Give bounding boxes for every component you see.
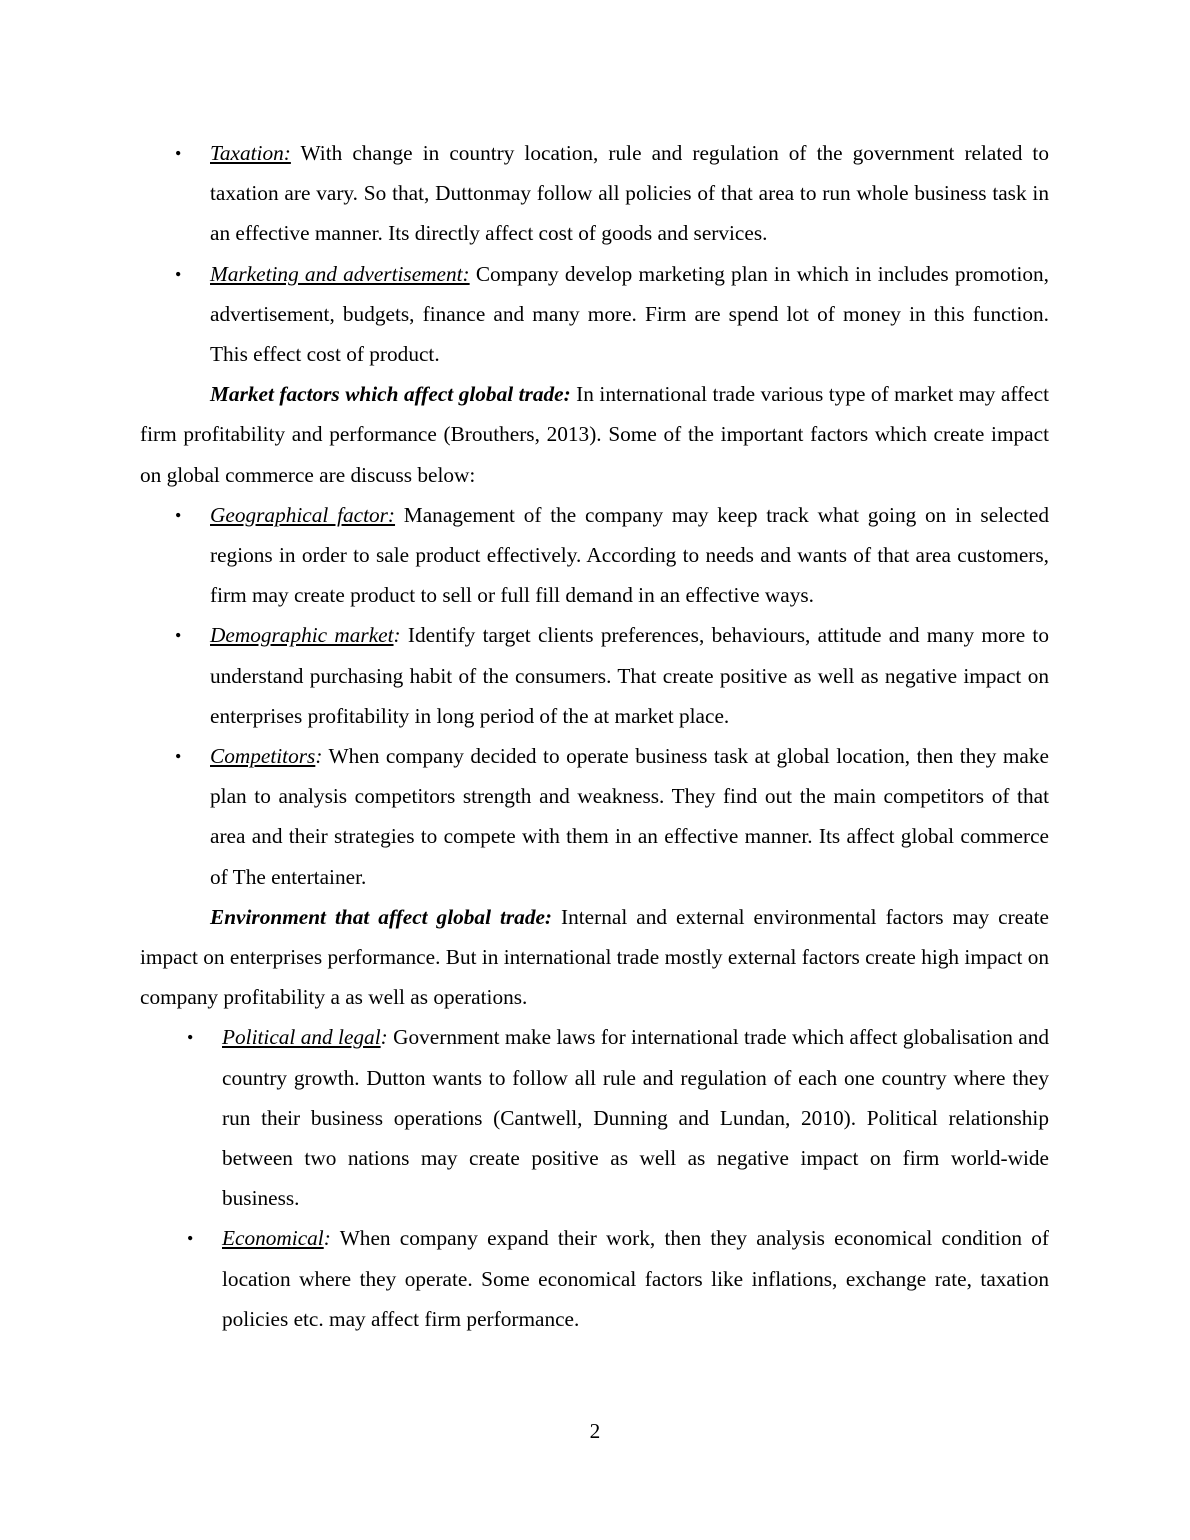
term-label: Demographic market: [210, 623, 394, 648]
bullet-icon: •: [171, 263, 185, 285]
market-factors-heading: Market factors which affect global trade:: [210, 382, 571, 407]
term-label: Political and legal: [222, 1025, 381, 1050]
item-text: Identify target clients preferences, behaviours, attitude and many more to understand purchasing habit of the consumers. That create positive as well as negative impact on enterprises profitability in long period of the at market place.: [210, 623, 1049, 728]
bullet-icon: •: [171, 504, 185, 526]
item-text: When company decided to operate business task at global location, then they make plan to analysis competitors strength and weakness. They find out the main competitors of that area and their strategies to compete with them in an effective manner. Its affect global commerce of The entertainer.: [210, 744, 1049, 889]
list-item-political: • Political and legal: Government make laws for international trade which affect globalisation and country growth. Dutton wants to follow all rule and regulation of each one country where they run their business operations (Cantwell, Dunning and Lundan, 2010). Political relationship between two nations may create positive as well as negative impact on firm world-wide business.: [222, 1017, 1049, 1218]
document-page: [140, 133, 1049, 1339]
paragraph-text: In international trade various type of market may affect firm profitability and performance (Brouthers, 2013). Some of the important factors which create impact on global commerce are discuss below:: [140, 382, 1049, 487]
item-text: Company develop marketing plan in which in includes promotion, advertisement, budgets, finance and many more. Firm are spend lot of money in this function. This effect cost of product.: [210, 261, 1049, 367]
environment-paragraph: [140, 897, 1049, 1018]
term-label: Marketing and advertisement:: [210, 261, 470, 286]
list-item-competitors: • Competitors: When company decided to operate business task at global location, then they make plan to analysis competitors strength and weakness. They find out the main competitors of that area and their strategies to compete with them in an effective manner. Its affect global commerce of The entertainer.: [210, 736, 1049, 897]
market-factors-list: [140, 495, 1049, 897]
bullet-icon: •: [171, 142, 185, 164]
list-item-taxation: [171, 133, 1049, 254]
paragraph-text: Internal and external environmental factors may create impact on enterprises performance. But in international trade mostly external factors create high impact on company profitability a as well as operations.: [140, 904, 1049, 1010]
bullet-icon: •: [171, 745, 185, 767]
term-label: Competitors: [210, 744, 316, 769]
list-item-geographical: [171, 495, 1049, 616]
term-label: Economical: [222, 1226, 324, 1251]
list-item-demographic: • Demographic market: Identify target clients preferences, behaviours, attitude and many more to understand purchasing habit of the consumers. That create positive as well as negative impact on enterprises profitability in long period of the at market place.: [210, 615, 1049, 736]
term-label: Taxation:: [210, 141, 291, 165]
market-factors-paragraph: [140, 374, 1049, 495]
term-label: Geographical factor:: [210, 502, 396, 527]
bullet-icon: •: [183, 1026, 197, 1048]
item-text: Management of the company may keep track what going on in selected regions in order to sale product effectively. According to needs and wants of that area customers, firm may create product to sell or full fill demand in an effective ways.: [210, 502, 1049, 608]
list-item-economical: • Economical: When company expand their work, then they analysis economical condition of location where they operate. Some economical factors like inflations, exchange rate, taxation policies etc. may affect firm performance.: [222, 1218, 1049, 1339]
environment-factors-list: [140, 1017, 1049, 1339]
bullet-icon: •: [171, 624, 185, 646]
page-number: 2: [589, 1419, 601, 1443]
bullet-icon: •: [183, 1228, 197, 1249]
cost-factors-list: [140, 133, 1049, 374]
item-text: Government make laws for international trade which affect globalisation and country growth. Dutton wants to follow all rule and regulation of each one country where they run their business operations (Cantwell, Dunning and Lundan, 2010). Political relationship between two nations may create positive as well as negative impact on firm world-wide business.: [222, 1025, 1049, 1211]
item-text: When company expand their work, then they analysis economical condition of location where they operate. Some economical factors like inflations, exchange rate, taxation policies etc. may affect firm performance.: [222, 1226, 1049, 1331]
list-item-marketing: [171, 254, 1049, 375]
environment-heading: Environment that affect global trade:: [210, 904, 553, 929]
item-text: With change in country location, rule and regulation of the government related to taxation are vary. So that, Duttonmay follow all policies of that area to run whole business task in an effective manner. Its directly affect cost of goods and services.: [210, 141, 1049, 246]
